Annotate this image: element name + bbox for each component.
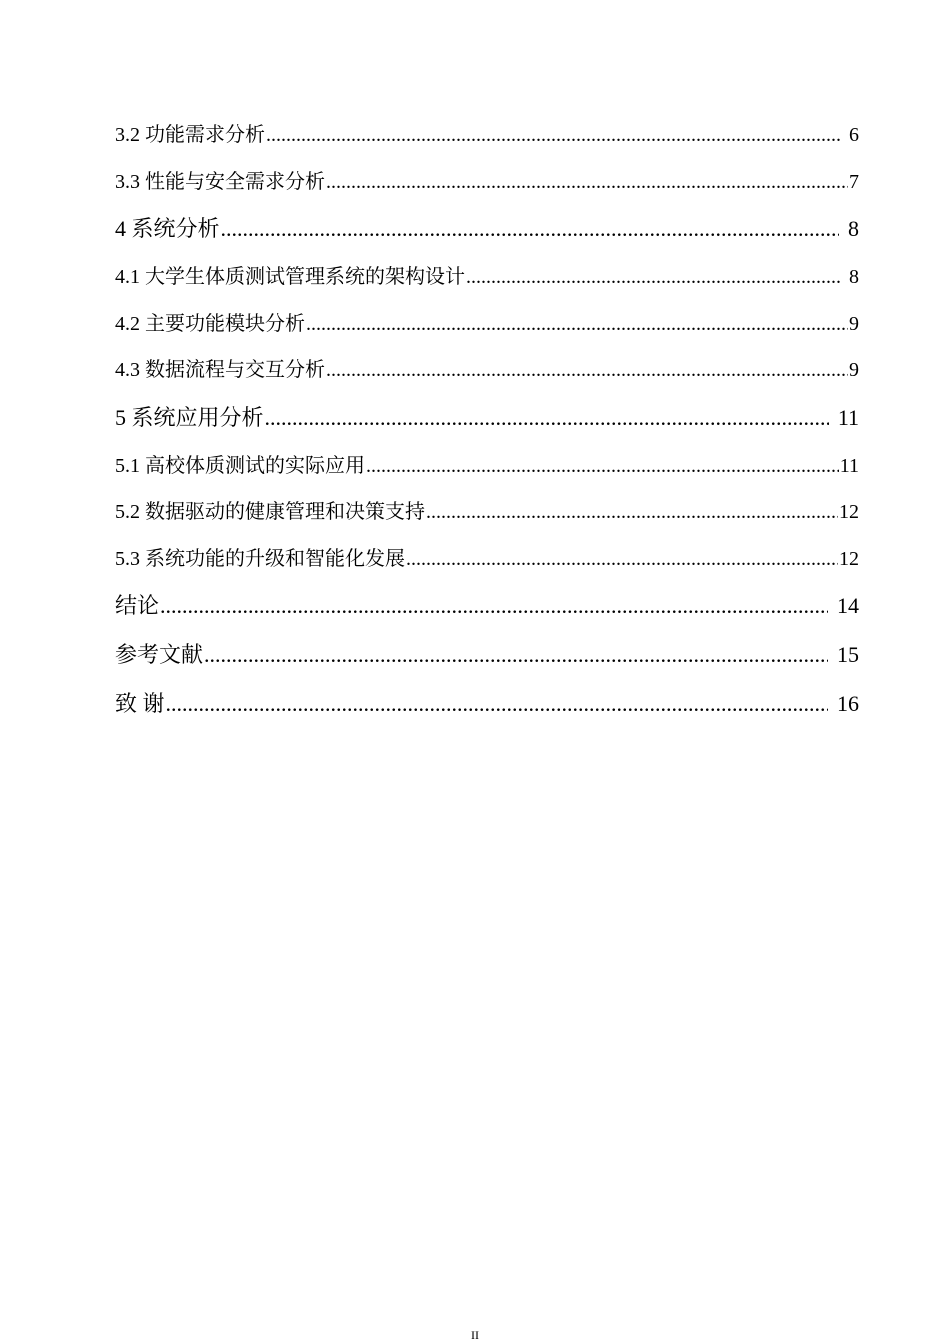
toc-entry-page: 15 [837, 642, 859, 667]
toc-entry-title: 5.2 数据驱动的健康管理和决策支持 [115, 501, 425, 523]
toc-entry-page: 11 [839, 454, 859, 477]
toc-entry-page: 16 [837, 691, 859, 716]
toc-dot-leader [406, 542, 838, 576]
toc-dot-leader [326, 353, 848, 387]
toc-dot-leader [160, 588, 828, 624]
toc-dot-leader [265, 400, 829, 436]
toc-entry-title: 3.2 功能需求分析 [115, 124, 265, 146]
toc-dot-leader [166, 686, 828, 722]
toc-entry-page: 8 [849, 266, 859, 288]
toc-entry-page: 12 [839, 547, 859, 570]
toc-entry[interactable] [115, 307, 859, 354]
toc-entry-page: 8 [848, 216, 859, 241]
toc-entry-page: 11 [837, 404, 859, 430]
toc-entry-title: 致 谢 [115, 691, 165, 716]
toc-entry[interactable] [115, 495, 859, 542]
toc-dot-leader [221, 211, 839, 247]
toc-entry[interactable] [115, 542, 859, 589]
toc-entry-page: 14 [837, 593, 859, 618]
toc-dot-leader [204, 637, 828, 673]
toc-entry[interactable] [115, 588, 859, 637]
toc-entry[interactable] [115, 211, 859, 260]
toc-dot-leader [326, 165, 848, 199]
toc-entry-title: 4.3 数据流程与交互分析 [115, 359, 325, 381]
toc-entry-title: 4.2 主要功能模块分析 [115, 312, 305, 335]
toc-entry[interactable] [115, 118, 859, 165]
toc-entry-page: 7 [849, 170, 859, 193]
toc-entry-page: 9 [849, 312, 859, 335]
toc-dot-leader [306, 307, 848, 341]
toc-entry[interactable] [115, 449, 859, 496]
toc-entry-title: 4 系统分析 [115, 216, 220, 241]
toc-dot-leader [426, 495, 838, 529]
toc-entry-title: 3.3 性能与安全需求分析 [115, 170, 325, 193]
toc-entry[interactable] [115, 686, 859, 735]
toc-entry[interactable] [115, 353, 859, 400]
toc-entry-page: 9 [849, 359, 859, 381]
toc-entry[interactable] [115, 400, 859, 449]
toc-entry-title: 5.1 高校体质测试的实际应用 [115, 454, 365, 477]
toc-entry[interactable] [115, 260, 859, 307]
toc-entry-page: 6 [849, 124, 859, 146]
toc-entry-title: 结论 [115, 593, 160, 618]
toc-entry-title: 参考文献 [115, 642, 204, 667]
toc-entry[interactable] [115, 165, 859, 212]
toc-entry-title: 5 系统应用分析 [115, 404, 264, 430]
toc-entry-page: 12 [839, 501, 859, 523]
toc-dot-leader [266, 118, 840, 152]
toc-dot-leader [466, 260, 840, 294]
toc-dot-leader [366, 449, 839, 483]
table-of-contents [115, 118, 859, 735]
toc-entry[interactable] [115, 637, 859, 686]
toc-entry-title: 5.3 系统功能的升级和智能化发展 [115, 547, 405, 570]
page-number: II [471, 1328, 479, 1342]
toc-entry-title: 4.1 大学生体质测试管理系统的架构设计 [115, 266, 465, 288]
